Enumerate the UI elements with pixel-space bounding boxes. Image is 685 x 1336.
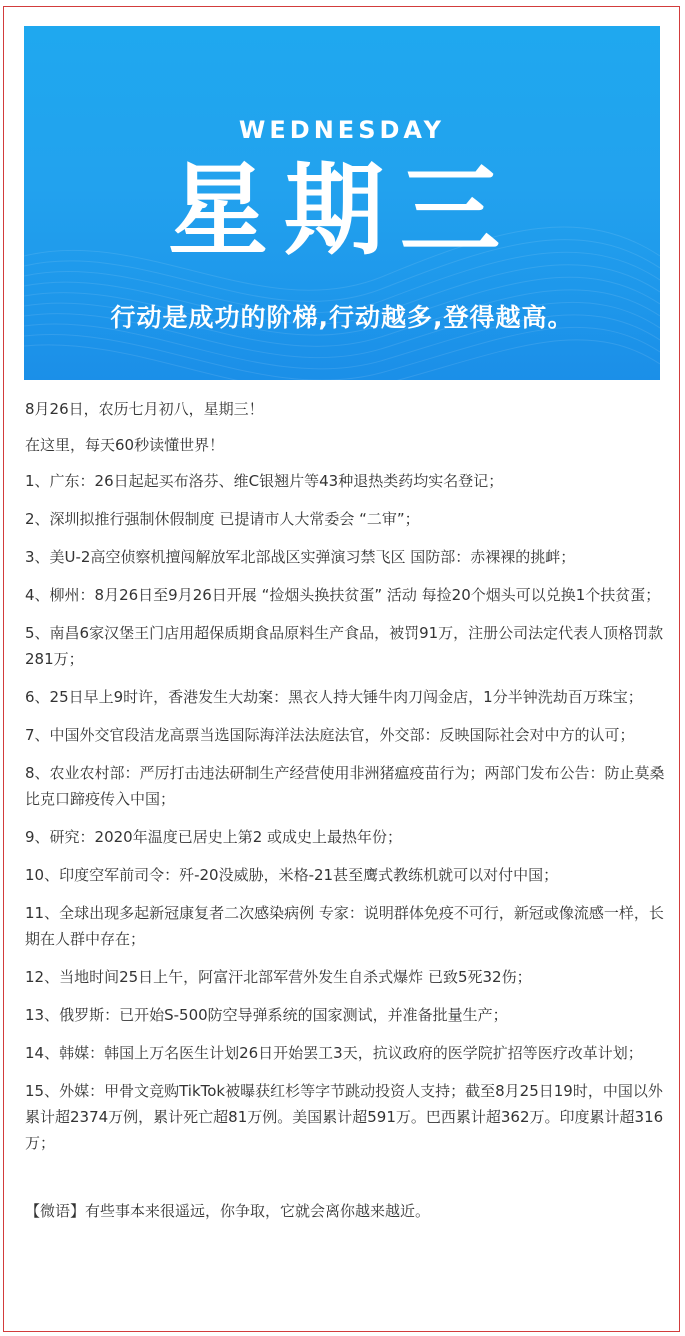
header-banner — [24, 26, 660, 380]
news-item: 4、柳州：8月26日至9月26日开展 “捡烟头换扶贫蛋” 活动 每捡20个烟头可以兑换1个扶贫蛋； — [25, 586, 661, 604]
chinese-day-title: 星期三 — [168, 151, 516, 269]
news-item: 3、美U-2高空侦察机擅闯解放军北部战区实弹演习禁飞区 国防部：赤裸裸的挑衅； — [25, 548, 576, 566]
banner-slogan: 行动是成功的阶梯,行动越多,登得越高。 — [110, 303, 574, 332]
date-line: 8月26日，农历七月初八，星期三！ — [25, 400, 264, 418]
news-item: 11、全球出现多起新冠康复者二次感染病例 专家：说明群体免疫不可行，新冠或像流感一样，长期在人群中存在； — [25, 904, 664, 948]
news-item: 9、研究：2020年温度已居史上第2 或成史上最热年份； — [25, 828, 403, 846]
daily-quote: 【微语】有些事本来很遥远，你争取，它就会离你越来越近。 — [25, 1202, 431, 1220]
news-item: 14、韩媒：韩国上万名医生计划26日开始罢工3天，抗议政府的医学院扩招等医疗改革计划； — [25, 1044, 643, 1062]
news-item: 8、农业农村部：严厉打击违法研制生产经营使用非洲猪瘟疫苗行为；两部门发布公告：防止莫桑比克口蹄疫传入中国； — [25, 764, 665, 808]
news-item: 1、广东：26日起起买布洛芬、维C银翘片等43种退热类药均实名登记； — [25, 472, 504, 490]
news-item: 12、当地时间25日上午，阿富汗北部军营外发生自杀式爆炸 已致5死32伤； — [25, 968, 532, 986]
news-item: 10、印度空军前司令：歼-20没威胁，米格-21甚至鹰式教练机就可以对付中国； — [25, 866, 559, 884]
article-body — [25, 396, 665, 1236]
news-item: 13、俄罗斯：已开始S-500防空导弹系统的国家测试，并准备批量生产； — [25, 1006, 508, 1024]
news-item: 7、中国外交官段洁龙高票当选国际海洋法法庭法官，外交部：反映国际社会对中方的认可； — [25, 726, 635, 744]
news-item: 6、25日早上9时许，香港发生大劫案：黑衣人持大锤牛肉刀闯金店，1分半钟洗劫百万珠宝； — [25, 688, 643, 706]
news-item: 15、外媒：甲骨文竞购TikTok被曝获红杉等字节跳动投资人支持；截至8月25日19时，中国以外累计超2374万例，累计死亡超81万例。美国累计超591万。巴西累计超362万。印度累计超316万； — [25, 1082, 664, 1152]
news-item: 2、深圳拟推行强制休假制度 已提请市人大常委会 “二审”； — [25, 510, 420, 528]
tagline: 在这里，每天60秒读懂世界！ — [25, 436, 225, 454]
news-item: 5、南昌6家汉堡王门店用超保质期食品原料生产食品，被罚91万，注册公司法定代表人顶格罚款281万； — [25, 624, 664, 668]
english-day: WEDNESDAY — [238, 116, 446, 144]
